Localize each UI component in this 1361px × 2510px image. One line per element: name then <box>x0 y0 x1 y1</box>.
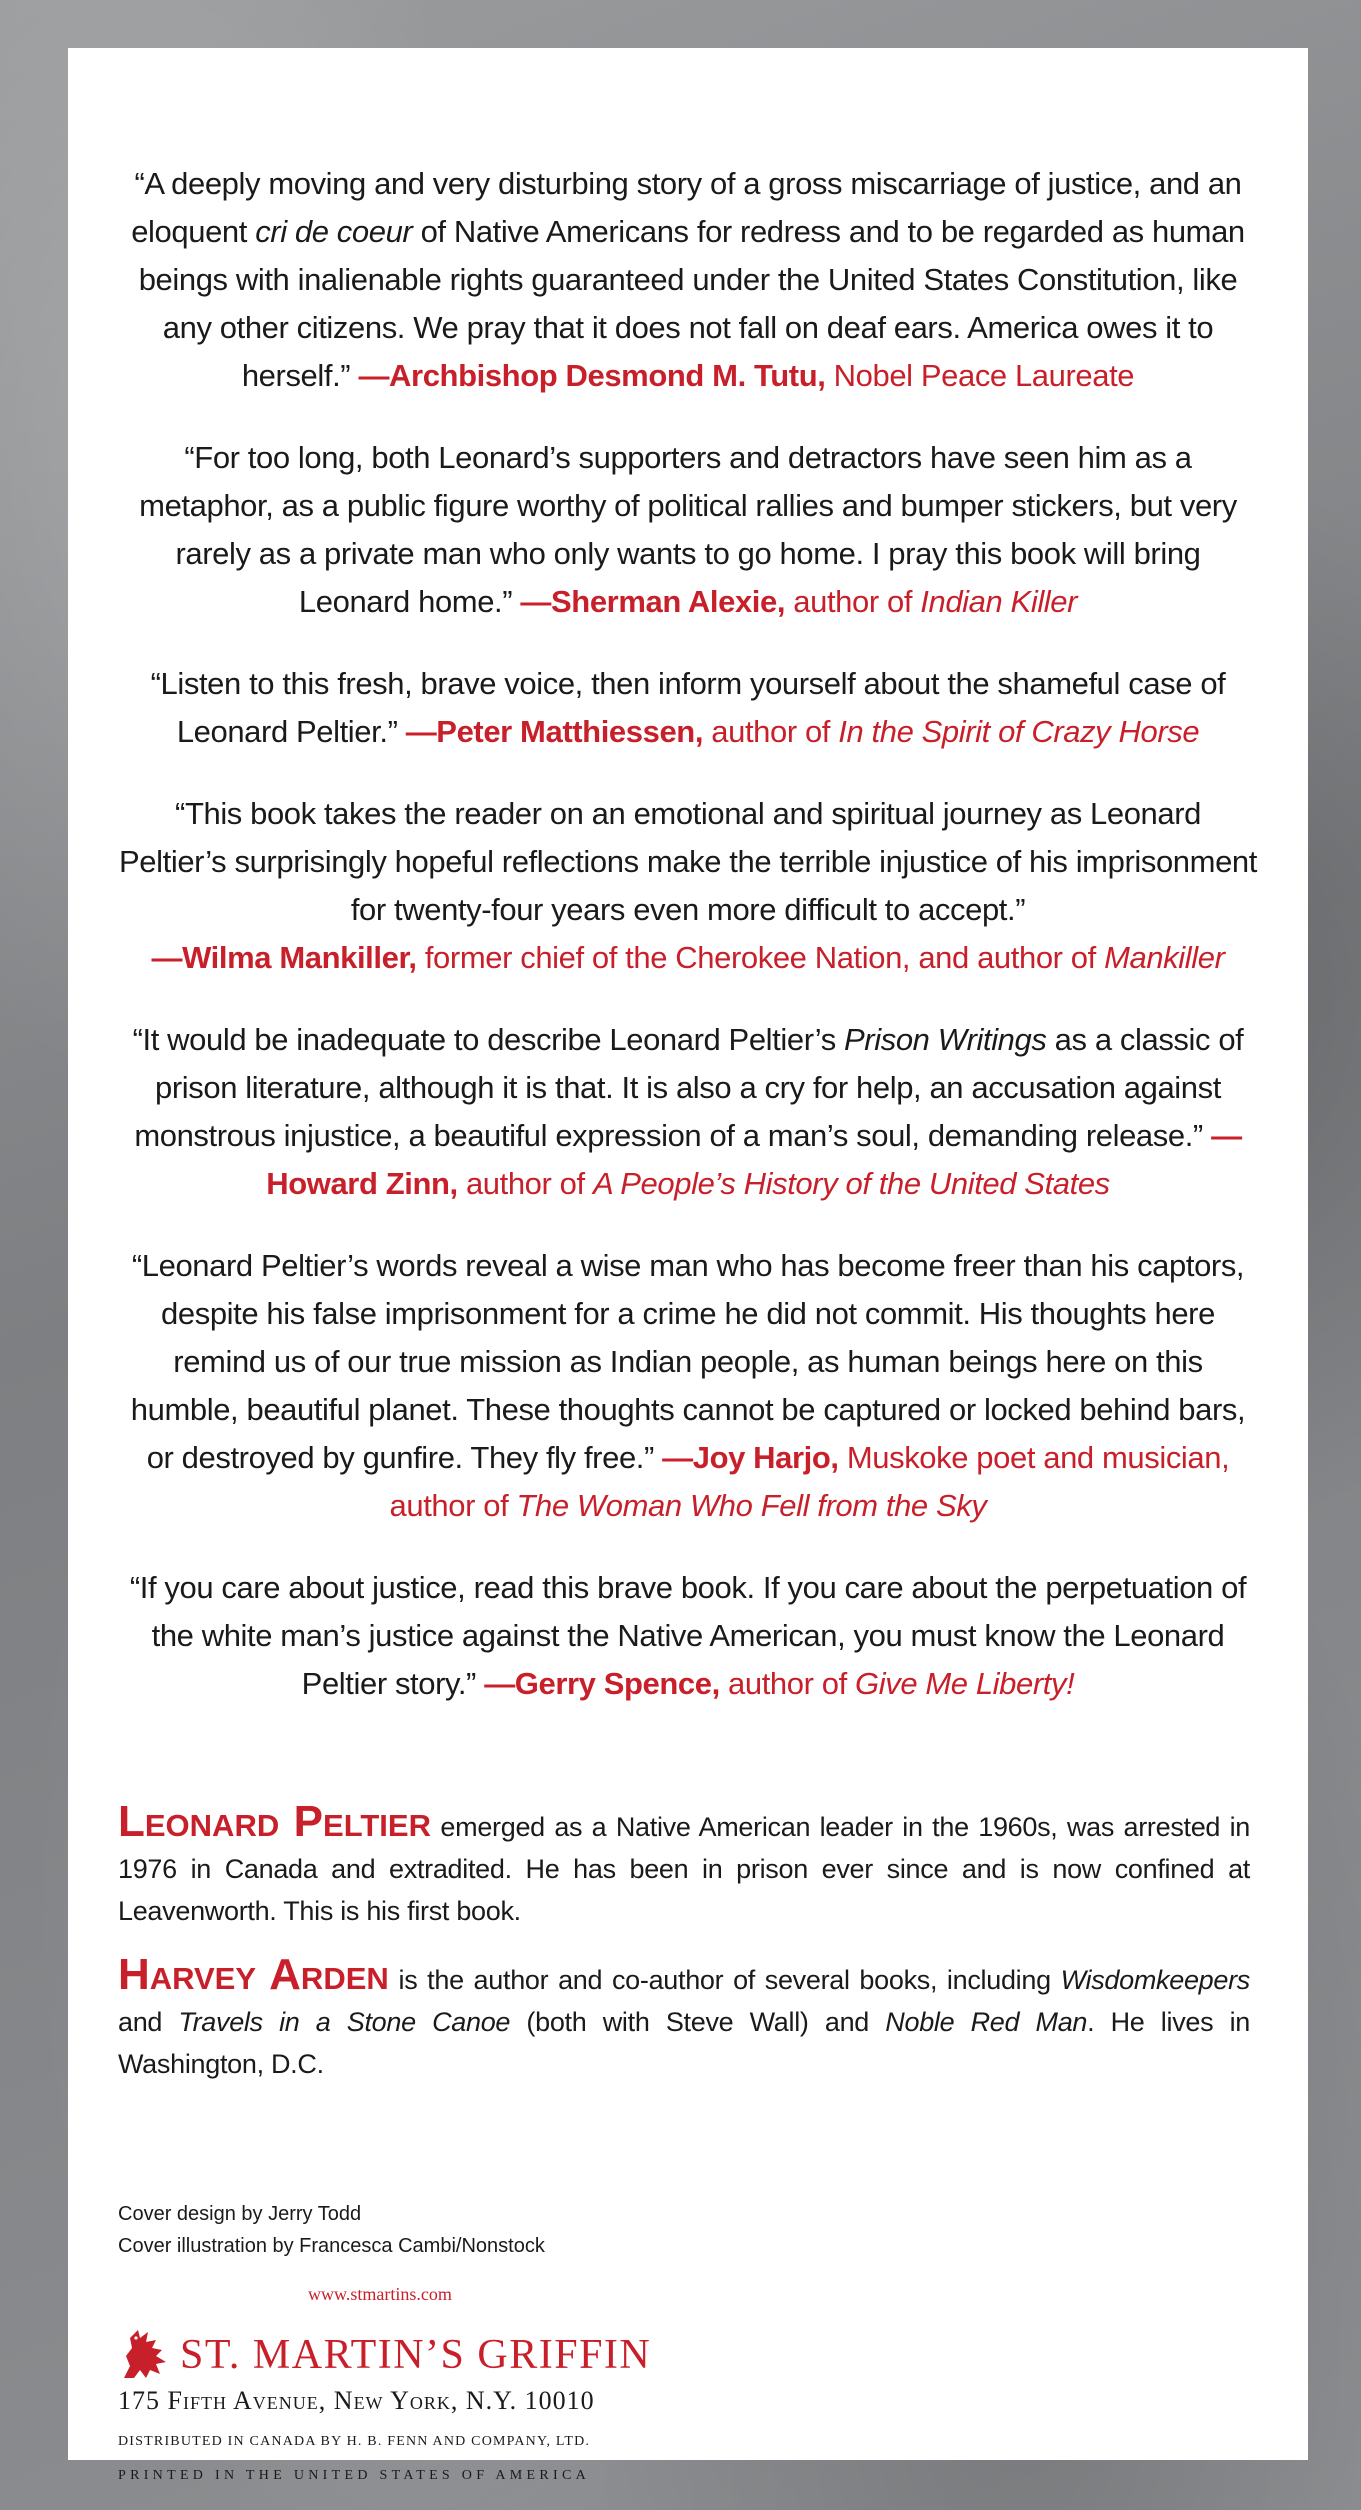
quote-matthiessen <box>118 660 1258 756</box>
quote-tutu <box>118 160 1258 400</box>
quote-author-role: former chief of the Cherokee Nation, and author of <box>416 940 1105 975</box>
cover-illustration-credit: Cover illustration by Francesca Cambi/Nonstock <box>118 2235 545 2257</box>
bio-text: (both with Steve Wall) and <box>510 2007 886 2037</box>
bio-author-name: Leonard Peltier <box>118 1797 431 1846</box>
bio-book-title: Wisdomkeepers <box>1060 1965 1250 1995</box>
quote-harjo <box>118 1242 1258 1530</box>
griffin-icon <box>118 2326 172 2384</box>
publisher-name: ST. MARTIN’S GRIFFIN <box>180 2332 652 2378</box>
quote-author-role: Nobel Peace Laureate <box>825 358 1135 393</box>
bio-book-title: Noble Red Man <box>885 2007 1088 2037</box>
quote-author: —Gerry Spence, <box>484 1666 720 1701</box>
quote-author-role: Muskoke poet and musician, author of <box>389 1440 1230 1523</box>
quote-text: “It would be inadequate to describe Leonard Peltier’s <box>132 1022 845 1057</box>
distribution-note: DISTRIBUTED IN CANADA BY H. B. FENN AND COMPANY, LTD. <box>118 2434 591 2449</box>
publisher-url: www.stmartins.com <box>308 2284 452 2304</box>
quote-author-role: author of <box>719 1666 856 1701</box>
bio-text: and <box>118 2007 179 2037</box>
printed-note: PRINTED IN THE UNITED STATES OF AMERICA <box>118 2468 590 2483</box>
quote-author: —Joy Harjo, <box>662 1440 839 1475</box>
bio-arden <box>118 1950 1250 2085</box>
cover-credits <box>118 2198 545 2262</box>
bio-text: is the author and co-author of several books, including <box>388 1965 1061 1995</box>
quote-author-book: The Woman Who Fell from the Sky <box>516 1488 987 1523</box>
quote-alexie <box>118 434 1258 626</box>
quote-author-book: A People’s History of the United States <box>592 1166 1110 1201</box>
bio-peltier <box>118 1797 1251 1932</box>
bio-text: . He lives in Washington, D.C. <box>118 2007 1250 2079</box>
quote-author: —Wilma Mankiller, <box>151 940 417 975</box>
back-cover-panel <box>68 48 1308 2483</box>
quote-text: of Native Americans for redress and to be regarded as human beings with inalienable rights guaranteed under the United States Constitution, like any other citizens. We pray that it does not fall on deaf ears. America owes it to herself.” <box>138 214 1245 393</box>
cover-design-credit: Cover design by Jerry Todd <box>118 2203 362 2225</box>
quote-author-book: Mankiller <box>1104 940 1225 975</box>
quote-author-book: Indian Killer <box>920 584 1078 619</box>
bio-text: emerged as a Native American leader in the 1960s, was arrested in 1976 in Canada and extradited. He has been in prison ever since and is now confined at Leavenworth. This is his first book. <box>118 1812 1251 1926</box>
quote-text: “If you care about justice, read this brave book. If you care about the perpetuation of the white man’s justice against the Native American, you must know the Leonard Peltier story.” <box>129 1570 1247 1701</box>
blurb-quotes <box>118 160 1258 1742</box>
quote-text-italic: Prison Writings <box>844 1022 1047 1057</box>
publisher-block <box>118 2326 651 2384</box>
publisher-address: 175 Fifth Avenue, New York, N.Y. 10010 <box>118 2386 595 2415</box>
bio-book-title: Travels in a Stone Canoe <box>178 2007 511 2037</box>
quote-text-italic: cri de coeur <box>255 214 413 249</box>
quote-author: —Sherman Alexie, <box>520 584 786 619</box>
quote-spence <box>118 1564 1258 1708</box>
quote-text: “This book takes the reader on an emotional and spiritual journey as Leonard Peltier’s surprisingly hopeful reflections make the terrible injustice of his imprisonment for twenty-four years even more difficult to accept.” <box>119 796 1257 927</box>
quote-text: “For too long, both Leonard’s supporters and detractors have seen him as a metaphor, as a public figure worthy of political rallies and bumper stickers, but very rarely as a private man who only wants to go home. I pray this book will bring Leonard home.” <box>139 440 1237 619</box>
quote-zinn <box>118 1016 1258 1208</box>
quote-text: as a classic of prison literature, although it is that. It is also a cry for help, an accusation against monstrous injustice, a beautiful expression of a man’s soul, demanding release.” <box>134 1022 1244 1153</box>
quote-author: —Peter Matthiessen, <box>405 714 704 749</box>
author-bios <box>118 1797 1251 2107</box>
quote-author-book: In the Spirit of Crazy Horse <box>838 714 1200 749</box>
quote-author-role: author of <box>785 584 921 619</box>
quote-author: —Archbishop Desmond M. Tutu, <box>358 358 826 393</box>
quote-text: “A deeply moving and very disturbing story of a gross miscarriage of justice, and an eloquent <box>131 166 1242 249</box>
bio-author-name: Harvey Arden <box>118 1950 389 1999</box>
quote-author-role: author of <box>703 714 839 749</box>
quote-text: “Listen to this fresh, brave voice, then inform yourself about the shameful case of Leonard Peltier.” <box>150 666 1226 749</box>
quote-text: “Leonard Peltier’s words reveal a wise man who has become freer than his captors, despite his false imprisonment for a crime he did not commit. His thoughts here remind us of our true mission as Indian people, as human beings here on this humble, beautiful planet. These thoughts cannot be captured or locked behind bars, or destroyed by gunfire. They fly free.” <box>130 1248 1246 1475</box>
quote-mankiller <box>118 790 1258 982</box>
quote-author-book: Give Me Liberty! <box>855 1666 1075 1701</box>
quote-author: —Howard Zinn, <box>266 1118 1242 1201</box>
quote-author-role: author of <box>457 1166 593 1201</box>
